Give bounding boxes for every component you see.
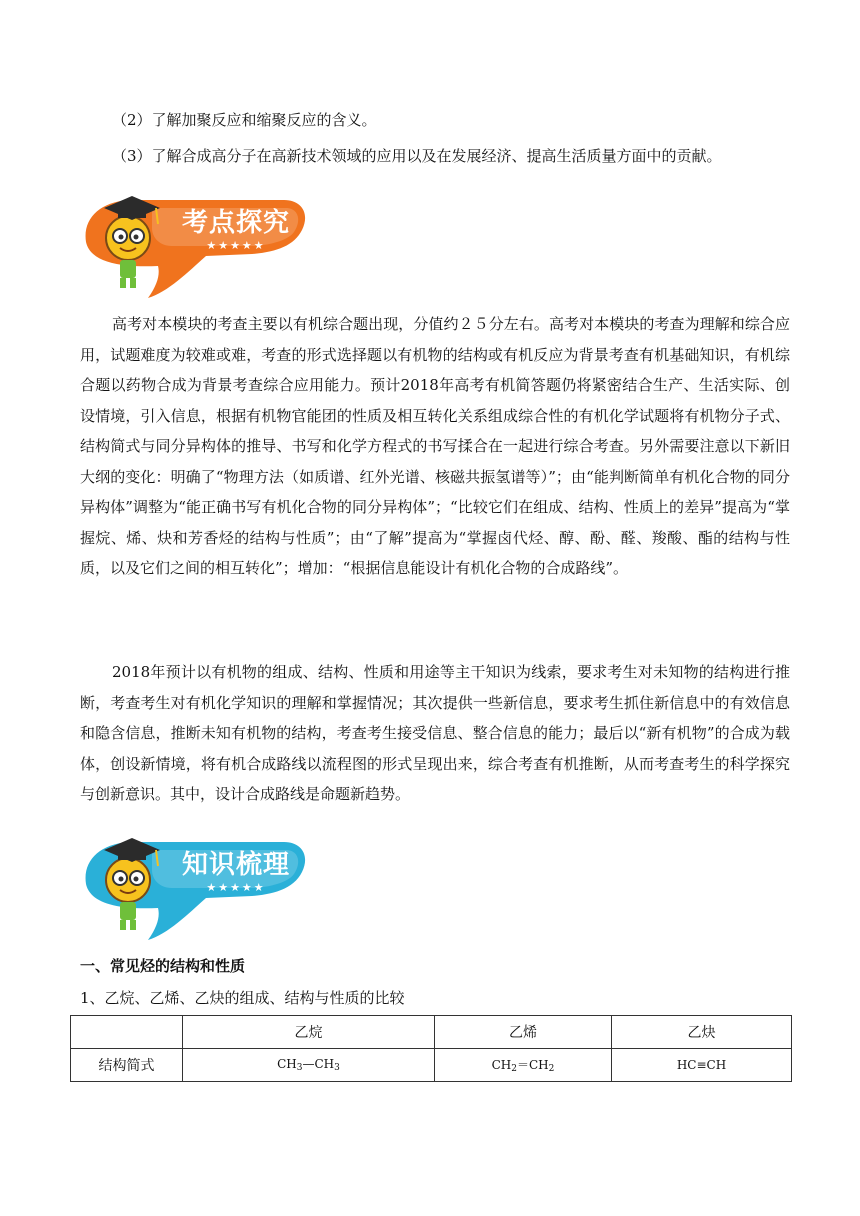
table-header-ethene: 乙烯	[435, 1016, 612, 1049]
paragraph-exam-overview: 高考对本模块的考查主要以有机综合题出现，分值约２５分左右。高考对本模块的考查为理解和综合应用，试题难度为较难或难，考查的形式选择题以有机物的结构或有机反应为背景考查有机基础知识，有机综合题以药物合成为背景考查综合应用能力。预计2018年高考有机简答题仍将紧密结合生产、生活实际、创设情境，引入信息，根据有机物官能团的性质及相互转化关系组成综合性的有机化学试题将有机物分子式、结构简式与同分异构体的推导、书写和化学方程式的书写揉合在一起进行综合考查。另外需要注意以下新旧大纲的变化：明确了“物理方法（如质谱、红外光谱、核磁共振氢谱等）”；由“能判断简单有机化合物的同分异构体”调整为“能正确书写有机化合物的同分异构体”；“比较它们在组成、结构、性质上的差异”提高为“掌握烷、烯、炔和芳香烃的结构与性质”；由“了解”提高为“掌握卤代烃、醇、酚、醛、羧酸、酯的结构与性质，以及它们之间的相互转化”；增加：“根据信息能设计有机化合物的合成路线”。	[80, 315, 790, 577]
formula-ethene-atom-a: CH	[491, 1058, 512, 1072]
banner-kaodian-graphic	[76, 180, 312, 300]
banner-zhishi-graphic	[76, 822, 312, 942]
table-header-ethane: 乙烷	[183, 1016, 435, 1049]
banner-zhishi	[76, 822, 312, 942]
table-header-blank	[71, 1016, 183, 1049]
banner-kaodian-stars: ★★★★★	[206, 239, 266, 252]
intro-line-2: （2）了解加聚反应和缩聚反应的含义。	[112, 111, 377, 129]
formula-ethene-sub-a: 2	[511, 1064, 517, 1074]
table-header-row	[71, 1016, 792, 1049]
formula-ethene-sub-b: 2	[548, 1064, 555, 1074]
banner-zhishi-stars: ★★★★★	[206, 881, 266, 894]
comparison-table	[70, 1015, 792, 1082]
intro-line-3: （3）了解合成高分子在高新技术领域的应用以及在发展经济、提高生活质量方面中的贡献。	[112, 147, 722, 165]
banner-zhishi-title: 知识梳理	[181, 850, 290, 880]
formula-ethane-sub-b: 3	[334, 1063, 340, 1073]
formula-ethane-bond: —	[302, 1057, 315, 1071]
banner-kaodian	[76, 180, 312, 300]
formula-ethane-atom-b: CH	[314, 1057, 335, 1071]
paragraph-forecast: 2018年预计以有机物的组成、结构、性质和用途等主干知识为线索，要求考生对未知物的结构进行推断，考查考生对有机化学知识的理解和掌握情况；其次提供一些新信息，要求考生抓住新信息中的有效信息和隐含信息，推断未知有机物的结构，考查考生接受信息、整合信息的能力；最后以“新有机物”的合成为载体，创设新情境，将有机合成路线以流程图的形式呈现出来，综合考查有机推断，从而考查考生的科学探究与创新意识。其中，设计合成路线是命题新趋势。	[80, 663, 790, 803]
banner-kaodian-title: 考点探究	[181, 208, 290, 238]
formula-ethane-sub-a: 3	[296, 1063, 303, 1073]
table-row	[71, 1049, 792, 1082]
section-heading: 一、常见烃的结构和性质	[80, 957, 246, 975]
formula-ethane	[183, 1049, 435, 1082]
formula-ethene-bond: ＝	[516, 1058, 529, 1072]
table-header-ethyne: 乙炔	[612, 1016, 792, 1049]
formula-ethyne: HC≡CH	[612, 1049, 792, 1082]
formula-ethene	[435, 1049, 612, 1082]
formula-ethene-atom-b: CH	[529, 1058, 549, 1072]
subsection-title: 1、乙烷、乙烯、乙炔的组成、结构与性质的比较	[80, 989, 405, 1007]
row-label-structure: 结构简式	[71, 1049, 183, 1082]
formula-ethane-atom-a: CH	[277, 1057, 297, 1071]
